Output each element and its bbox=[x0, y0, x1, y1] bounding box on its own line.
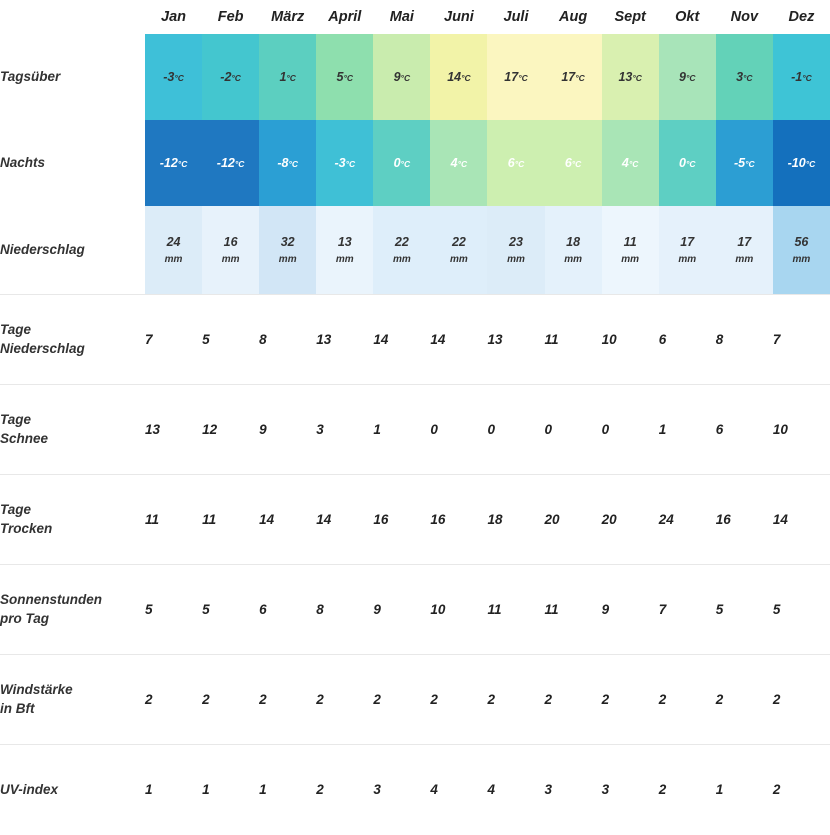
cell-value: 17 bbox=[504, 70, 519, 84]
row-label-line2: Niederschlag bbox=[0, 340, 85, 356]
month-header-dez: Dez bbox=[788, 9, 815, 25]
cell-value-juni: 10 bbox=[430, 602, 446, 617]
cell-value-mai: 16 bbox=[373, 512, 389, 527]
row-tage bbox=[0, 385, 830, 475]
cell-unit: °C bbox=[457, 159, 468, 169]
row-windst-rke bbox=[0, 655, 830, 745]
cell-unit: mm bbox=[164, 253, 183, 265]
cell-value-feb: 1 bbox=[202, 782, 210, 798]
cell-night-okt bbox=[659, 120, 716, 206]
cell-day-okt bbox=[659, 34, 716, 120]
cell-value: 13 bbox=[337, 235, 352, 250]
cell-value-sept: 2 bbox=[601, 692, 610, 707]
cell-value-dez: 2 bbox=[772, 782, 781, 798]
row-label-line2: in Bft bbox=[0, 700, 35, 716]
cell-value: 4 bbox=[621, 156, 629, 170]
cell-value: -5 bbox=[733, 156, 746, 170]
cell-value: 56 bbox=[794, 235, 809, 250]
cell-value-juli: 11 bbox=[487, 602, 502, 617]
row-label-line1: Tage bbox=[0, 412, 32, 428]
cell-value-märz: 6 bbox=[259, 602, 267, 617]
cell-unit: mm bbox=[335, 253, 354, 265]
cell-unit: °C bbox=[514, 159, 525, 169]
cell-value: 17 bbox=[737, 235, 752, 250]
cell-value: 24 bbox=[166, 235, 181, 250]
cell-unit: mm bbox=[621, 253, 640, 265]
cell-day-märz bbox=[259, 34, 316, 120]
cell-value-nov: 2 bbox=[715, 692, 724, 707]
row-label-line2: Schnee bbox=[0, 430, 49, 446]
cell-value-mai: 1 bbox=[373, 422, 381, 437]
row-label bbox=[0, 385, 145, 475]
cell-unit: mm bbox=[278, 253, 297, 265]
cell-unit: mm bbox=[221, 253, 240, 265]
cell-value-märz: 9 bbox=[259, 422, 267, 437]
row-label bbox=[0, 745, 145, 835]
cell-value: 32 bbox=[280, 235, 295, 250]
cell-unit: °C bbox=[685, 73, 696, 83]
cell-unit: °C bbox=[628, 159, 639, 169]
cell-unit: °C bbox=[632, 73, 642, 83]
cell-value-aug: 0 bbox=[544, 422, 553, 437]
cell-unit: mm bbox=[392, 253, 411, 265]
cell-value: 0 bbox=[678, 156, 686, 170]
row-label: Nachts bbox=[0, 154, 46, 170]
row-label-line1: Tage bbox=[0, 322, 32, 338]
cell-value-aug: 11 bbox=[544, 332, 559, 347]
cell-night-mai bbox=[373, 120, 430, 206]
cell-day-mai bbox=[373, 34, 430, 120]
cell-value: 6 bbox=[507, 156, 515, 170]
cell-value-juli: 13 bbox=[487, 332, 503, 347]
cell-night-sept bbox=[602, 120, 659, 206]
cell-value-jan: 11 bbox=[145, 512, 160, 527]
cell-unit: mm bbox=[792, 253, 811, 265]
corner-cell bbox=[0, 0, 145, 34]
cell-value-okt: 2 bbox=[658, 782, 667, 798]
cell-unit: °C bbox=[234, 159, 245, 169]
month-header-juni: Juni bbox=[444, 9, 474, 25]
cell-night-juni bbox=[430, 120, 487, 206]
cell-unit: °C bbox=[802, 73, 812, 83]
cell-value: 5 bbox=[336, 70, 344, 84]
cell-value-sept: 9 bbox=[601, 602, 610, 617]
cell-value-sept: 10 bbox=[601, 332, 617, 347]
month-header-juli: Juli bbox=[503, 9, 529, 25]
cell-value: 22 bbox=[451, 235, 466, 250]
cell-value: 17 bbox=[680, 235, 695, 250]
cell-day-april bbox=[316, 34, 373, 120]
cell-unit: mm bbox=[507, 253, 525, 265]
cell-niederschlag-sept bbox=[602, 206, 659, 295]
cell-value: 17 bbox=[561, 70, 576, 84]
cell-value-märz: 8 bbox=[259, 332, 267, 347]
cell-value: 3 bbox=[736, 70, 744, 84]
cell-value: -1 bbox=[791, 70, 803, 84]
row-niederschlag bbox=[0, 206, 830, 295]
cell-value-aug: 2 bbox=[544, 692, 553, 707]
cell-unit: mm bbox=[735, 253, 754, 265]
cell-value-mai: 2 bbox=[373, 692, 381, 707]
cell-value: 0 bbox=[393, 156, 401, 170]
cell-value: 16 bbox=[223, 235, 238, 250]
cell-value: -10 bbox=[787, 156, 806, 170]
cell-value-jan: 1 bbox=[145, 782, 153, 798]
cell-night-dez bbox=[773, 120, 830, 206]
row-uv-index bbox=[0, 745, 830, 835]
month-header-mai: Mai bbox=[389, 9, 414, 25]
cell-value-juli: 18 bbox=[487, 512, 503, 527]
cell-value: 1 bbox=[279, 70, 287, 84]
cell-value: -8 bbox=[277, 156, 289, 170]
cell-value: -2 bbox=[220, 70, 232, 84]
row-label-line1: Windstärke bbox=[0, 682, 73, 698]
cell-niederschlag-okt bbox=[659, 206, 716, 295]
cell-value-dez: 7 bbox=[772, 332, 781, 347]
cell-value-juni: 0 bbox=[430, 422, 438, 437]
cell-value-juni: 16 bbox=[430, 512, 446, 527]
cell-unit: °C bbox=[174, 73, 184, 83]
cell-unit: °C bbox=[231, 73, 241, 83]
cell-unit: °C bbox=[343, 73, 354, 83]
cell-value-dez: 2 bbox=[772, 692, 781, 707]
row-sonnenstunden bbox=[0, 565, 830, 655]
cell-value: 18 bbox=[566, 235, 581, 250]
cell-value-okt: 1 bbox=[658, 422, 667, 437]
cell-value-juli: 0 bbox=[487, 422, 495, 437]
cell-value-feb: 5 bbox=[202, 332, 210, 347]
row-tage bbox=[0, 295, 830, 385]
cell-value: 9 bbox=[678, 70, 686, 84]
cell-day-nov bbox=[716, 34, 773, 120]
cell-value-okt: 6 bbox=[658, 332, 667, 347]
row-label: Niederschlag bbox=[0, 241, 85, 257]
cell-value-märz: 2 bbox=[259, 692, 267, 707]
cell-value-april: 2 bbox=[316, 782, 324, 798]
cell-unit: °C bbox=[461, 73, 471, 83]
cell-value-april: 14 bbox=[316, 512, 332, 527]
cell-value-märz: 14 bbox=[259, 512, 275, 527]
cell-value-mai: 9 bbox=[373, 602, 381, 617]
cell-value: -3 bbox=[334, 156, 346, 170]
row-day bbox=[0, 34, 830, 120]
cell-value-nov: 1 bbox=[715, 782, 724, 798]
cell-night-juli bbox=[487, 120, 544, 206]
cell-value-nov: 16 bbox=[715, 512, 731, 527]
row-tage bbox=[0, 475, 830, 565]
cell-value-april: 2 bbox=[316, 692, 324, 707]
cell-unit: °C bbox=[288, 159, 299, 169]
cell-night-aug bbox=[545, 120, 602, 206]
cell-unit: °C bbox=[745, 159, 755, 169]
cell-value-märz: 1 bbox=[259, 782, 267, 798]
cell-value: -3 bbox=[163, 70, 175, 84]
cell-value-feb: 11 bbox=[202, 512, 217, 527]
cell-value-dez: 14 bbox=[772, 512, 788, 527]
cell-day-dez bbox=[773, 34, 830, 120]
cell-day-feb bbox=[202, 34, 259, 120]
cell-unit: °C bbox=[177, 159, 188, 169]
cell-day-aug bbox=[545, 34, 602, 120]
cell-value: 9 bbox=[393, 70, 401, 84]
cell-unit: °C bbox=[518, 73, 528, 83]
cell-value-okt: 2 bbox=[658, 692, 667, 707]
cell-value-jan: 5 bbox=[145, 602, 153, 617]
row-label bbox=[0, 475, 145, 565]
row-label-line1: Tage bbox=[0, 502, 32, 518]
month-header-aug: Aug bbox=[558, 9, 588, 25]
cell-unit: mm bbox=[564, 253, 582, 265]
row-label-line1: Sonnenstunden bbox=[0, 592, 102, 608]
month-header-nov: Nov bbox=[730, 9, 759, 25]
cell-value-okt: 24 bbox=[658, 512, 674, 527]
cell-value-mai: 3 bbox=[373, 782, 381, 798]
row-label bbox=[0, 655, 145, 745]
cell-value: -12 bbox=[216, 156, 235, 170]
cell-value-dez: 10 bbox=[772, 422, 788, 437]
cell-value-dez: 5 bbox=[772, 602, 781, 617]
cell-value-juni: 4 bbox=[430, 782, 438, 798]
cell-niederschlag-juli bbox=[487, 206, 544, 295]
cell-night-jan bbox=[145, 120, 202, 206]
cell-value: 13 bbox=[618, 70, 633, 84]
row-label-line2: pro Tag bbox=[0, 610, 49, 626]
cell-value-juli: 2 bbox=[487, 692, 495, 707]
cell-niederschlag-aug bbox=[545, 206, 602, 295]
cell-night-nov bbox=[716, 120, 773, 206]
cell-value-feb: 2 bbox=[202, 692, 210, 707]
cell-value-juni: 14 bbox=[430, 332, 446, 347]
cell-unit: °C bbox=[743, 73, 753, 83]
cell-niederschlag-mai bbox=[373, 206, 430, 295]
cell-niederschlag-nov bbox=[716, 206, 773, 295]
month-header-april: April bbox=[328, 9, 362, 25]
cell-value-sept: 3 bbox=[601, 782, 610, 798]
cell-value: 4 bbox=[450, 156, 458, 170]
cell-unit: °C bbox=[571, 159, 582, 169]
cell-unit: °C bbox=[805, 159, 816, 169]
cell-value-nov: 8 bbox=[715, 332, 724, 347]
cell-value-sept: 20 bbox=[601, 512, 617, 527]
cell-niederschlag-april bbox=[316, 206, 373, 295]
cell-unit: °C bbox=[345, 159, 356, 169]
cell-unit: mm bbox=[450, 253, 468, 265]
cell-value-april: 8 bbox=[316, 602, 324, 617]
month-header-märz: März bbox=[271, 9, 305, 25]
cell-value-jan: 13 bbox=[145, 422, 161, 437]
cell-value-juni: 2 bbox=[430, 692, 438, 707]
row-night bbox=[0, 120, 830, 206]
cell-value-feb: 12 bbox=[202, 422, 218, 437]
cell-value-aug: 11 bbox=[544, 602, 559, 617]
row-label-line1: UV-index bbox=[0, 781, 59, 797]
cell-value-juli: 4 bbox=[487, 782, 495, 798]
cell-unit: °C bbox=[575, 73, 585, 83]
cell-value-okt: 7 bbox=[658, 602, 667, 617]
cell-night-feb bbox=[202, 120, 259, 206]
month-header-feb: Feb bbox=[217, 9, 244, 25]
row-label: Tagsüber bbox=[0, 68, 61, 84]
cell-night-märz bbox=[259, 120, 316, 206]
row-label-line2: Trocken bbox=[0, 520, 53, 536]
cell-value-nov: 5 bbox=[715, 602, 724, 617]
cell-value-aug: 3 bbox=[544, 782, 553, 798]
cell-value-april: 13 bbox=[316, 332, 332, 347]
cell-value: 22 bbox=[394, 235, 409, 250]
cell-value-sept: 0 bbox=[601, 422, 610, 437]
cell-value-nov: 6 bbox=[715, 422, 724, 437]
cell-value: 6 bbox=[564, 156, 572, 170]
cell-value-jan: 2 bbox=[145, 692, 153, 707]
cell-night-april bbox=[316, 120, 373, 206]
cell-unit: °C bbox=[286, 73, 296, 83]
cell-unit: °C bbox=[685, 159, 696, 169]
row-label bbox=[0, 295, 145, 385]
cell-day-jan bbox=[145, 34, 202, 120]
cell-value-aug: 20 bbox=[544, 512, 560, 527]
cell-day-sept bbox=[602, 34, 659, 120]
month-header-jan: Jan bbox=[161, 9, 187, 25]
cell-unit: °C bbox=[400, 159, 411, 169]
cell-value: 23 bbox=[509, 235, 523, 250]
cell-value-feb: 5 bbox=[202, 602, 210, 617]
cell-unit: °C bbox=[400, 73, 411, 83]
cell-day-juni bbox=[430, 34, 487, 120]
month-header-sept: Sept bbox=[614, 9, 646, 25]
cell-day-juli bbox=[487, 34, 544, 120]
cell-niederschlag-märz bbox=[259, 206, 316, 295]
month-header-okt: Okt bbox=[675, 9, 700, 25]
cell-value-april: 3 bbox=[316, 422, 324, 437]
cell-unit: mm bbox=[678, 253, 697, 265]
cell-value: 14 bbox=[447, 70, 462, 84]
cell-niederschlag-dez bbox=[773, 206, 830, 295]
cell-niederschlag-juni bbox=[430, 206, 487, 295]
month-header-row bbox=[0, 0, 830, 34]
cell-value: -12 bbox=[159, 156, 178, 170]
cell-niederschlag-feb bbox=[202, 206, 259, 295]
row-label bbox=[0, 565, 145, 655]
cell-value-jan: 7 bbox=[145, 332, 153, 347]
cell-value: 11 bbox=[623, 235, 637, 250]
cell-niederschlag-jan bbox=[145, 206, 202, 295]
cell-value-mai: 14 bbox=[373, 332, 389, 347]
